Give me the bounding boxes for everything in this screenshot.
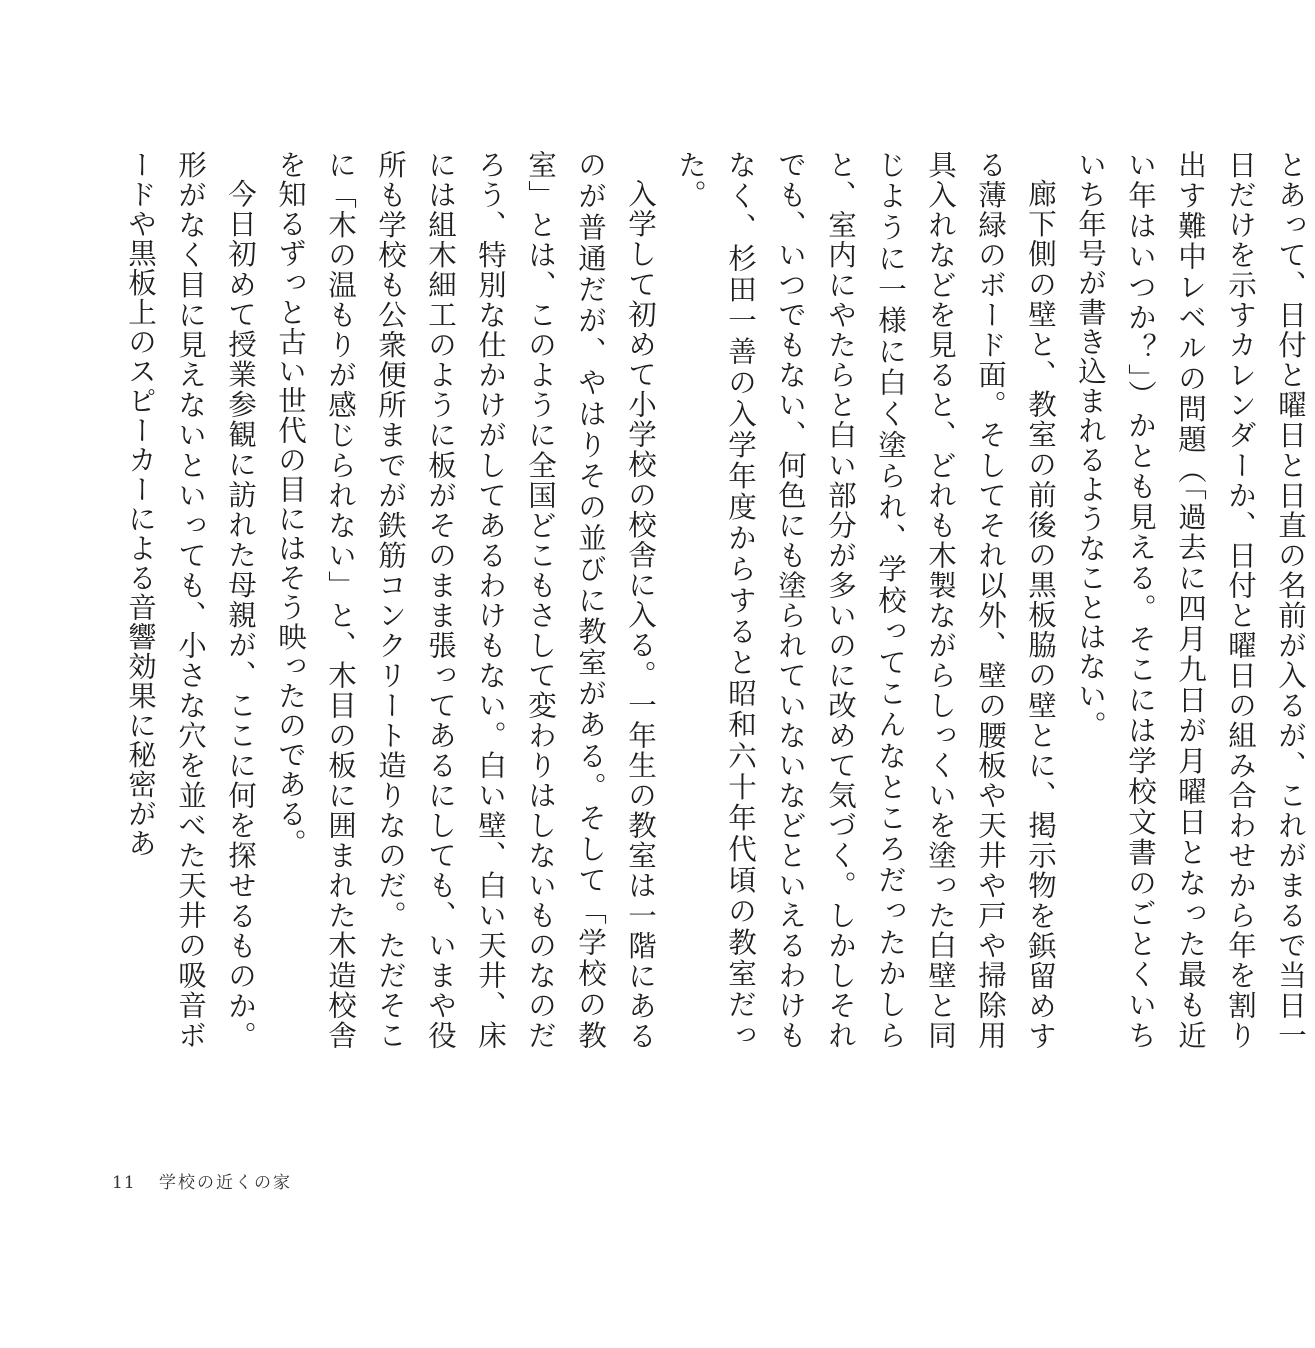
page-footer — [112, 1168, 292, 1193]
paragraph-2: 廊下側の壁と、教室の前後の黒板脇の壁とに、掲示物を鋲留めする薄緑のボード面。そしてそれ以外、壁の腰板や天井や戸や掃除用具入れなどを見ると、どれも木製ながらしっくいを塗った白壁と同じように一様に白く塗られ、学校ってこんなところだったかしらと、室内にやたらと白い部分が多いのに改めて気づく。しかしそれでも、いつでもない、何色にも塗られていないなどといえるわけもなく、杉田一善の入学年度からすると昭和六十年代頃の教室だった。 — [674, 150, 1057, 1050]
paragraph-3: 入学して初めて小学校の校舎に入る。一年生の教室は一階にあるのが普通だが、やはりその並びに教室がある。そして「学校の教室」とは、このように全国どこもさして変わりはしないものなのだろう、特別な仕かけがしてあるわけもない。白い壁、白い天井、床には組木細工のように板がそのまま張ってあるにしても、いまや役所も学校も公衆便所までが鉄筋コンクリート造りなのだ。ただそこに「木の温もりが感じられない」と、木目の板に囲まれた木造校舎を知るずっと古い世代の目にはそう映ったのである。 — [274, 150, 657, 1050]
paragraph-4: 今日初めて授業参観に訪れた母親が、ここに何を探せるものか。形がなく目に見えないといっても、小さな穴を並べた天井の吸音ボードや黒板上のスピーカーによる音響効果に秘密があ — [124, 150, 257, 1050]
page-number: 11 — [112, 1173, 136, 1193]
vertical-body-text — [115, 150, 1315, 1050]
paragraph-1: とあって、日付と曜日と日直の名前が入るが、これがまるで当日一日だけを示すカレンダーか、日付と曜日の組み合わせから年を割り出す難中レベルの問題（「過去に四月九日が月曜日となった最も近い年はいつか？」）かとも見える。そこには学校文書のごとくいちいち年号が書き込まれるようなことはない。 — [1074, 150, 1307, 1050]
running-title: 学校の近くの家 — [159, 1173, 293, 1193]
body-text-block — [115, 150, 1307, 1050]
